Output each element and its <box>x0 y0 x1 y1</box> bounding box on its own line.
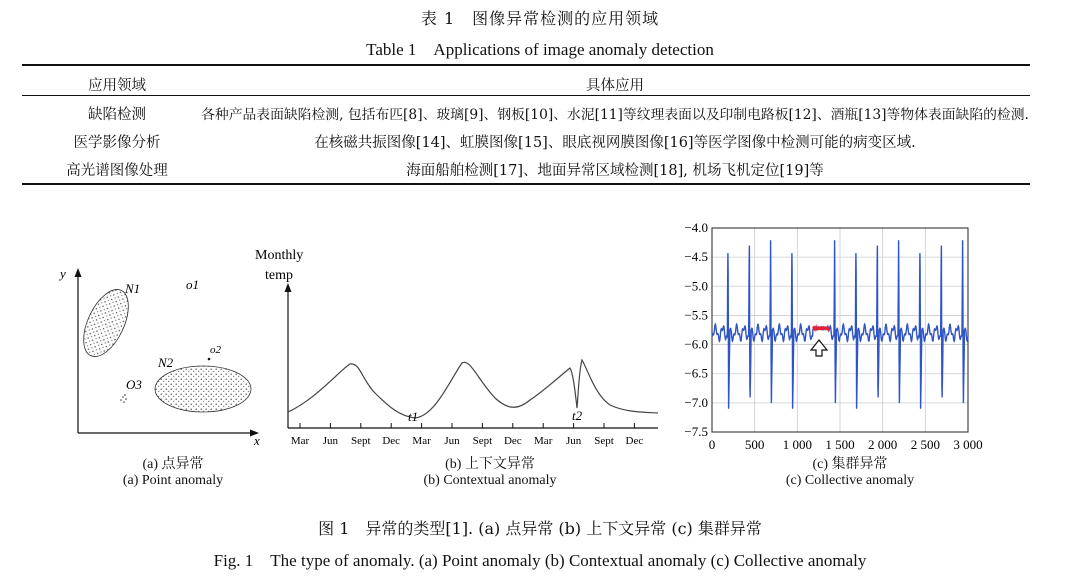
caption-c-cn: (c) 集群异常 <box>812 457 888 472</box>
figure-caption-en: Fig. 1 The type of anomaly. (a) Point anomaly (b) Contextual anomaly (c) Collective anomaly <box>213 551 867 570</box>
label-o3: O3 <box>126 377 142 392</box>
x-tick-label: Dec <box>382 435 401 447</box>
arrow-up-icon <box>811 340 827 356</box>
x-tick-label: Sept <box>351 435 371 447</box>
x-tick-label: Mar <box>412 435 431 447</box>
collective-anomaly-chart <box>668 218 1000 456</box>
y-tick-label: −7.0 <box>684 394 708 410</box>
caption-c-en: (c) Collective anomaly <box>785 473 915 488</box>
table-row-field: 缺陷检测 <box>88 107 146 123</box>
table-header-rule <box>22 95 1030 96</box>
ylabel-line1: Monthly <box>255 248 304 263</box>
label-o2: o2 <box>210 344 221 356</box>
table-header-field: 应用领域 <box>88 78 146 94</box>
caption-a-en: (a) Point anomaly <box>122 473 224 488</box>
series-line-red-anomaly <box>813 327 829 331</box>
x-tick-label: Sept <box>594 435 614 447</box>
x-tick-label: 2 000 <box>868 437 898 452</box>
table-row-field: 高光谱图像处理 <box>66 163 168 179</box>
x-tick-label: Sept <box>472 435 493 447</box>
table-row-apps: 海面船舶检测[17]、地面异常区域检测[18], 机场飞机定位[19]等 <box>406 163 824 179</box>
table-header-apps: 具体应用 <box>586 78 644 94</box>
y-tick-label: −7.5 <box>684 424 708 439</box>
label-n2: N2 <box>158 355 174 370</box>
point-anomaly-diagram <box>55 258 270 448</box>
x-tick-label: Mar <box>290 435 310 447</box>
x-tick-label: Mar <box>534 435 553 447</box>
x-tick-label: Jun <box>565 435 582 447</box>
x-tick-label: 1 000 <box>782 437 812 452</box>
x-tick-label: Dec <box>503 435 522 447</box>
x-tick-label: Jun <box>322 435 339 447</box>
table-title-en: Table 1 Applications of image anomaly detection <box>366 40 714 59</box>
y-tick-label: −6.5 <box>684 365 708 381</box>
table-row-apps: 各种产品表面缺陷检测, 包括布匹[8]、玻璃[9]、钢板[10]、水泥[11]等纹理表面以及印制电路板[12]、酒瓶[13]等物体表面缺陷的检测. <box>201 107 1029 123</box>
cluster-n2 <box>155 366 251 412</box>
y-tick-label: −4.5 <box>684 249 708 265</box>
label-n1: N1 <box>125 281 141 296</box>
temp-curve <box>288 360 658 418</box>
table-title-cn: 表 1 图像异常检测的应用领域 <box>420 9 660 28</box>
x-tick-label: 1 500 <box>825 437 855 452</box>
label-o1: o1 <box>186 277 199 292</box>
x-tick-label: 0 <box>708 437 716 452</box>
table-bottom-rule <box>22 183 1030 185</box>
table-top-rule <box>22 64 1030 66</box>
x-tick-label: 3 000 <box>953 437 983 452</box>
x-axis-label: x <box>254 433 260 448</box>
caption-b-cn: (b) 上下文异常 <box>445 457 535 472</box>
y-tick-label: −5.5 <box>684 307 708 323</box>
y-tick-label: −4.0 <box>684 220 708 235</box>
caption-a-cn: (a) 点异常 <box>142 457 204 472</box>
y-tick-label: −6.0 <box>684 336 708 352</box>
t1-label: t1 <box>408 409 419 424</box>
figure-caption-cn: 图 1 异常的类型[1]. (a) 点异常 (b) 上下文异常 (c) 集群异常 <box>318 519 762 538</box>
table-row-field: 医学影像分析 <box>73 135 161 151</box>
x-tick-label: 500 <box>744 437 765 452</box>
x-tick-label: Jun <box>444 435 460 447</box>
ylabel-line2: temp <box>265 268 293 283</box>
x-tick-label: Dec <box>625 435 644 447</box>
y-tick-label: −5.0 <box>684 278 708 294</box>
x-tick-label: 2 500 <box>910 437 940 452</box>
y-axis-label: y <box>60 266 66 281</box>
caption-b-en: (b) Contextual anomaly <box>423 473 557 488</box>
outlier-o2 <box>208 358 211 361</box>
outlier-o3 <box>120 394 127 403</box>
t2-label: t2 <box>572 408 583 423</box>
contextual-anomaly-diagram <box>250 240 670 452</box>
table-row-apps: 在核磁共振图像[14]、虹膜图像[15]、眼底视网膜图像[16]等医学图像中检测可能的病变区域. <box>314 135 916 151</box>
